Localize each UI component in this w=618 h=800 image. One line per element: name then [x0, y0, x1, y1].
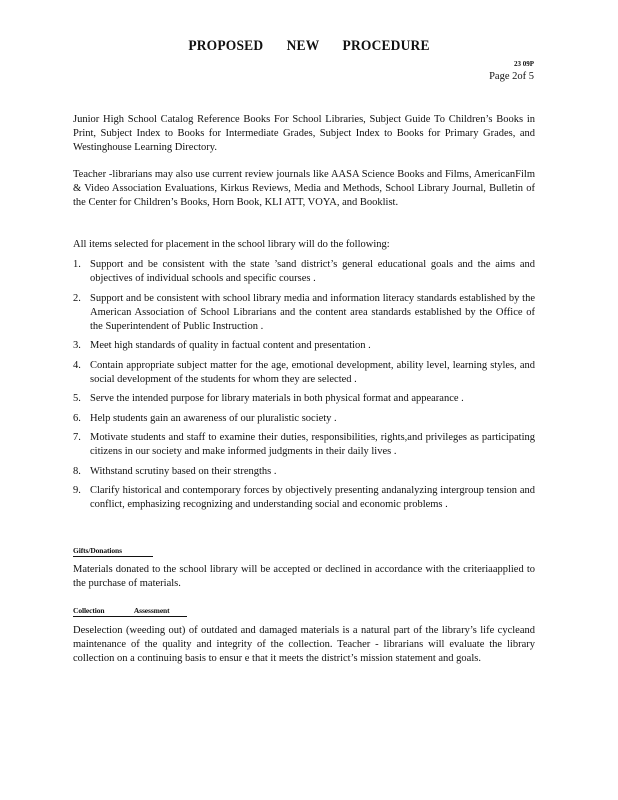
list-item-number: 6. — [73, 412, 81, 424]
list-item-text: Contain appropriate subject matter for the age, emotional development, ability level, learning styles, and social development of the students for whom they are selected . — [90, 359, 535, 385]
list-item — [73, 392, 535, 406]
list-item-number: 9. — [73, 485, 81, 496]
list-item — [73, 258, 535, 286]
intro-paragraph-3: All items selected for placement in the school library will do the following: — [73, 239, 390, 250]
list-item — [73, 339, 535, 353]
list-item-text: Support and be consistent with school library media and information literacy standards established by the American Association of School Librarians and the content area standards established by the Office of the Superintendent of Public Instruction . — [90, 292, 535, 332]
list-item-text: Withstand scrutiny based on their strengths . — [90, 465, 277, 477]
list-item-text: Help students gain an awareness of our pluralistic society . — [90, 412, 337, 424]
document-code: 23 09P — [513, 60, 534, 68]
criteria-list — [73, 258, 535, 518]
list-item-number: 8. — [73, 465, 81, 477]
list-item — [73, 359, 535, 387]
list-item — [73, 484, 535, 512]
list-item-number: 2. — [73, 292, 81, 304]
collection-paragraph: Deselection (weeding out) of outdated and damaged materials is a natural part of the library’s life cycleand maintenance of the quality and integrity of the collection. Teacher - librarians will evaluate the library collection on a continuing basis to ensur e that it meets the district’s mission statement and goals. — [73, 625, 535, 664]
list-item-text: Meet high standards of quality in factual content and presentation . — [90, 340, 371, 351]
list-item — [73, 412, 535, 426]
list-item — [73, 431, 535, 459]
section-heading-collection: Collection Assessment — [73, 606, 187, 617]
page-number: Page 2of 5 — [489, 71, 534, 82]
list-item — [73, 292, 535, 334]
gifts-paragraph: Materials donated to the school library will be accepted or declined in accordance with the criteriaapplied to the purchase of materials. — [73, 564, 535, 589]
list-item-text: Serve the intended purpose for library materials in both physical format and appearance . — [90, 393, 464, 404]
page-title: PROPOSED NEW PROCEDURE — [188, 38, 430, 54]
list-item-number: 3. — [73, 340, 81, 351]
list-item-number: 1. — [73, 259, 81, 270]
list-item-text: Motivate students and staff to examine their duties, responsibilities, rights,and privileges as participating citizens in our society and make informed judgments in their daily lives . — [90, 432, 535, 457]
list-item — [73, 465, 535, 479]
list-item-number: 4. — [73, 359, 81, 371]
list-item-text: Support and be consistent with the state ’sand district’s general educational goals and the aims and objectives of individual schools and specific courses . — [90, 259, 535, 284]
intro-paragraph-1: Junior High School Catalog Reference Books For School Libraries, Subject Guide To Children’s Books in Print, Subject Index to Books for Intermediate Grades, Subject Index to Books for Primary Grades, and Westinghouse Learning Directory. — [73, 114, 535, 153]
intro-paragraph-2: Teacher -librarians may also use current review journals like AASA Science Books and Films, AmericanFilm & Video Association Evaluations, Kirkus Reviews, Media and Methods, School Library Journal, Bulletin of the Center for Children’s Books, Horn Book, KLI ATT, VOYA, and Booklist. — [73, 169, 535, 208]
list-item-number: 7. — [73, 432, 81, 443]
list-item-number: 5. — [73, 393, 81, 404]
list-item-text: Clarify historical and contemporary forces by objectively presenting andanalyzing intergroup tension and conflict, emphasizing recognizing and understanding social and economic problems . — [90, 485, 535, 510]
section-heading-gifts: Gifts/Donations — [73, 546, 153, 557]
